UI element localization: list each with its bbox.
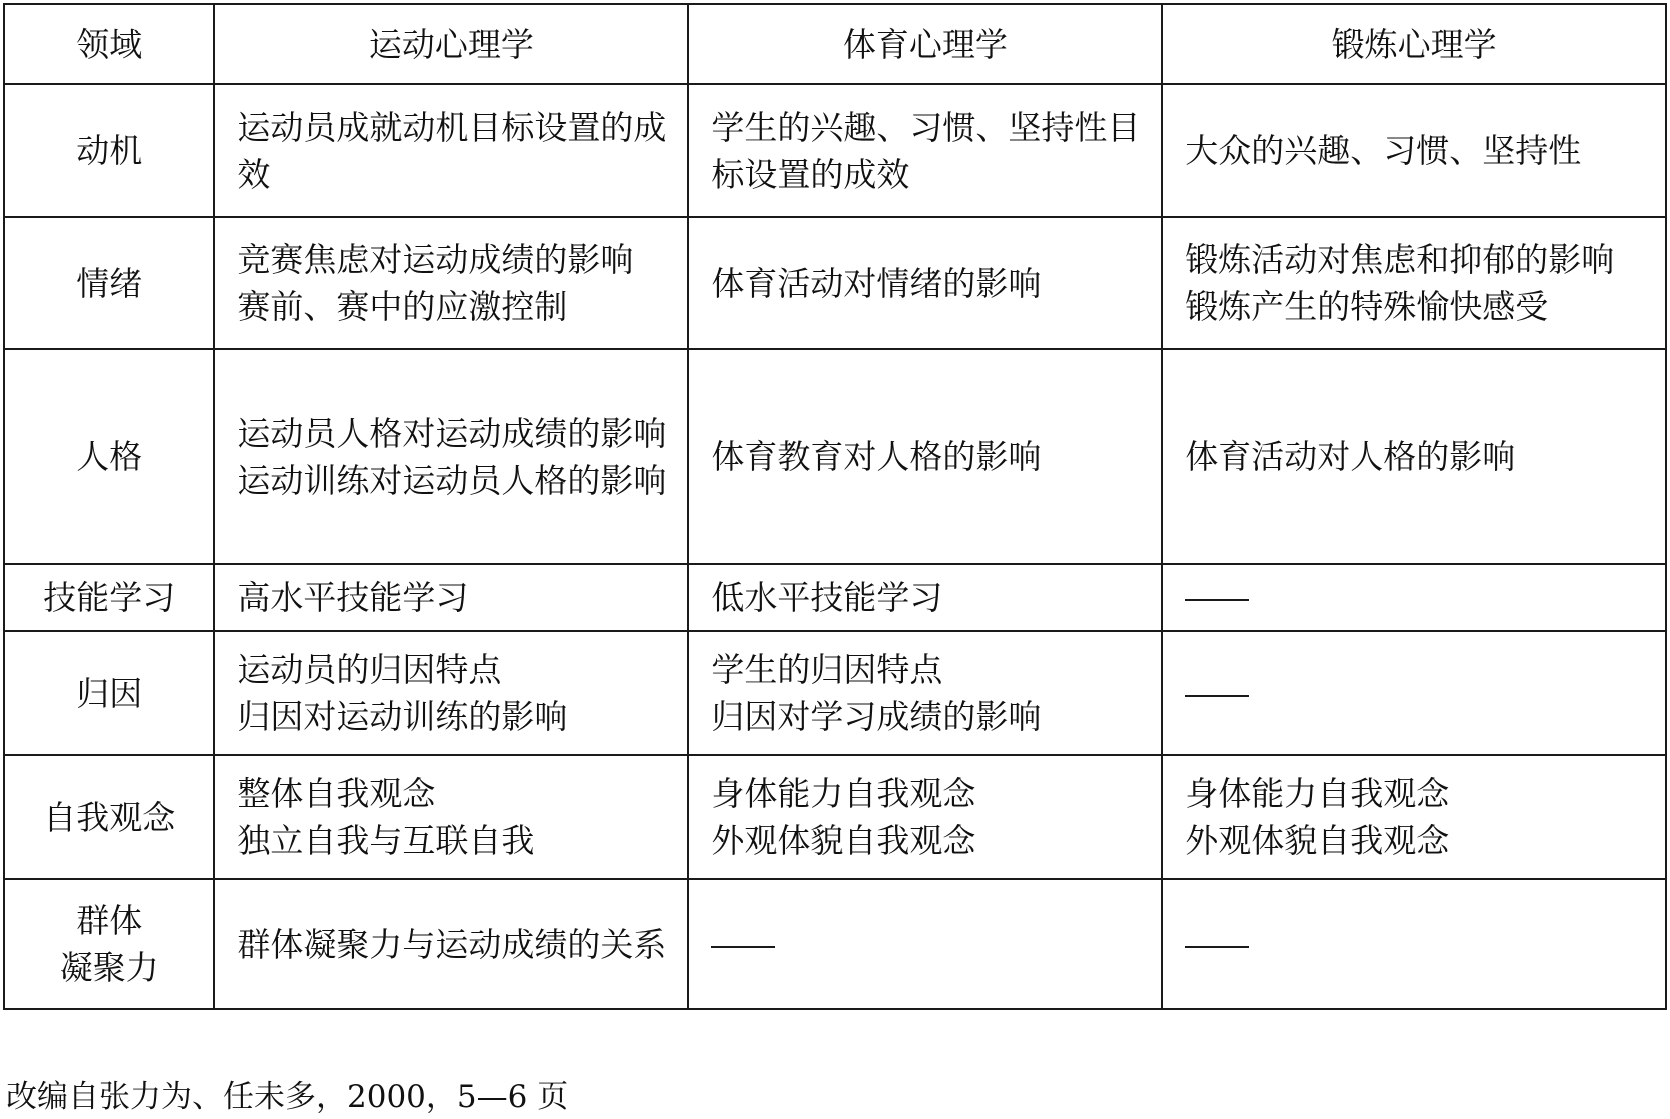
exercise-cell — [1162, 217, 1666, 349]
header-row — [4, 4, 1666, 84]
pe-cell — [688, 564, 1162, 631]
field-cell — [4, 84, 214, 217]
cell-text: 身体能力自我观念 — [1185, 774, 1450, 813]
field-label: 自我观念 — [43, 797, 176, 837]
cell-text: 赛前、赛中的应激控制 — [237, 287, 568, 326]
table-row-skill-learning — [4, 564, 1666, 631]
pe-cell — [688, 755, 1162, 879]
cell-text: 学生的兴趣、习惯、坚持性目标设置的成效 — [711, 107, 1141, 194]
cell-text: 独立自我与互联自我 — [237, 821, 535, 860]
cell-text: 群体凝聚力与运动成绩的关系 — [237, 924, 667, 964]
cell-text: 学生的归因特点 — [711, 650, 943, 689]
empty-dash — [1185, 695, 1249, 697]
cell-text: 运动员成就动机目标设置的成效 — [237, 107, 667, 194]
header-exercise-psychology: 锻炼心理学 — [1162, 4, 1666, 84]
exercise-cell — [1162, 631, 1666, 755]
sport-cell — [214, 84, 688, 217]
field-label: 技能学习 — [43, 578, 176, 617]
pe-cell — [688, 879, 1162, 1009]
sport-cell — [214, 631, 688, 755]
pe-cell — [688, 349, 1162, 564]
cell-text: 高水平技能学习 — [237, 578, 469, 617]
empty-dash — [1185, 946, 1249, 948]
header-sport-psychology: 运动心理学 — [214, 4, 688, 84]
sport-cell — [214, 349, 688, 564]
source-note: 改编自张力为、任未多，2000，5—6 页 — [6, 1079, 569, 1115]
empty-dash — [711, 946, 775, 948]
comparison-table — [3, 3, 1667, 1010]
cell-text: 体育活动对情绪的影响 — [711, 263, 1042, 303]
field-cell — [4, 349, 214, 564]
field-label: 动机 — [76, 131, 143, 170]
comparison-table-wrapper — [3, 3, 1667, 1010]
table-row-attribution — [4, 631, 1666, 755]
header-field: 领域 — [4, 4, 214, 84]
field-label: 凝聚力 — [59, 948, 159, 987]
sport-cell — [214, 755, 688, 879]
cell-text: 锻炼产生的特殊愉快感受 — [1185, 287, 1549, 326]
cell-text: 锻炼活动对焦虑和抑郁的影响 — [1185, 240, 1615, 279]
table-row-motivation — [4, 84, 1666, 217]
cell-text: 大众的兴趣、习惯、坚持性 — [1185, 131, 1582, 170]
cell-text: 竞赛焦虑对运动成绩的影响 — [237, 240, 634, 279]
cell-text: 外观体貌自我观念 — [1185, 821, 1450, 860]
empty-dash — [1185, 599, 1249, 601]
sport-cell — [214, 879, 688, 1009]
sport-cell — [214, 564, 688, 631]
cell-text: 整体自我观念 — [237, 774, 436, 813]
exercise-cell — [1162, 84, 1666, 217]
sport-cell — [214, 217, 688, 349]
cell-text: 运动员人格对运动成绩的影响 — [237, 413, 667, 453]
field-label: 群体 — [76, 901, 143, 940]
cell-text: 低水平技能学习 — [711, 578, 943, 617]
cell-text: 归因对学习成绩的影响 — [711, 697, 1042, 736]
cell-text: 归因对运动训练的影响 — [237, 697, 568, 736]
field-label: 人格 — [76, 437, 143, 476]
table-row-personality — [4, 349, 1666, 564]
cell-text: 运动员的归因特点 — [237, 650, 502, 689]
field-label: 归因 — [76, 673, 143, 713]
exercise-cell — [1162, 564, 1666, 631]
field-label: 情绪 — [76, 263, 143, 303]
field-cell — [4, 217, 214, 349]
table-row-group-cohesion — [4, 879, 1666, 1009]
pe-cell — [688, 217, 1162, 349]
exercise-cell — [1162, 879, 1666, 1009]
exercise-cell — [1162, 349, 1666, 564]
cell-text: 体育活动对人格的影响 — [1185, 437, 1516, 476]
field-cell — [4, 631, 214, 755]
cell-text: 运动训练对运动员人格的影响 — [237, 460, 667, 500]
cell-text: 身体能力自我观念 — [711, 774, 976, 813]
pe-cell — [688, 84, 1162, 217]
cell-text: 体育教育对人格的影响 — [711, 437, 1042, 476]
field-cell — [4, 564, 214, 631]
cell-text: 外观体貌自我观念 — [711, 821, 976, 860]
field-cell — [4, 879, 214, 1009]
field-cell — [4, 755, 214, 879]
pe-cell — [688, 631, 1162, 755]
table-row-self-concept — [4, 755, 1666, 879]
header-pe-psychology: 体育心理学 — [688, 4, 1162, 84]
table-row-emotion — [4, 217, 1666, 349]
exercise-cell — [1162, 755, 1666, 879]
